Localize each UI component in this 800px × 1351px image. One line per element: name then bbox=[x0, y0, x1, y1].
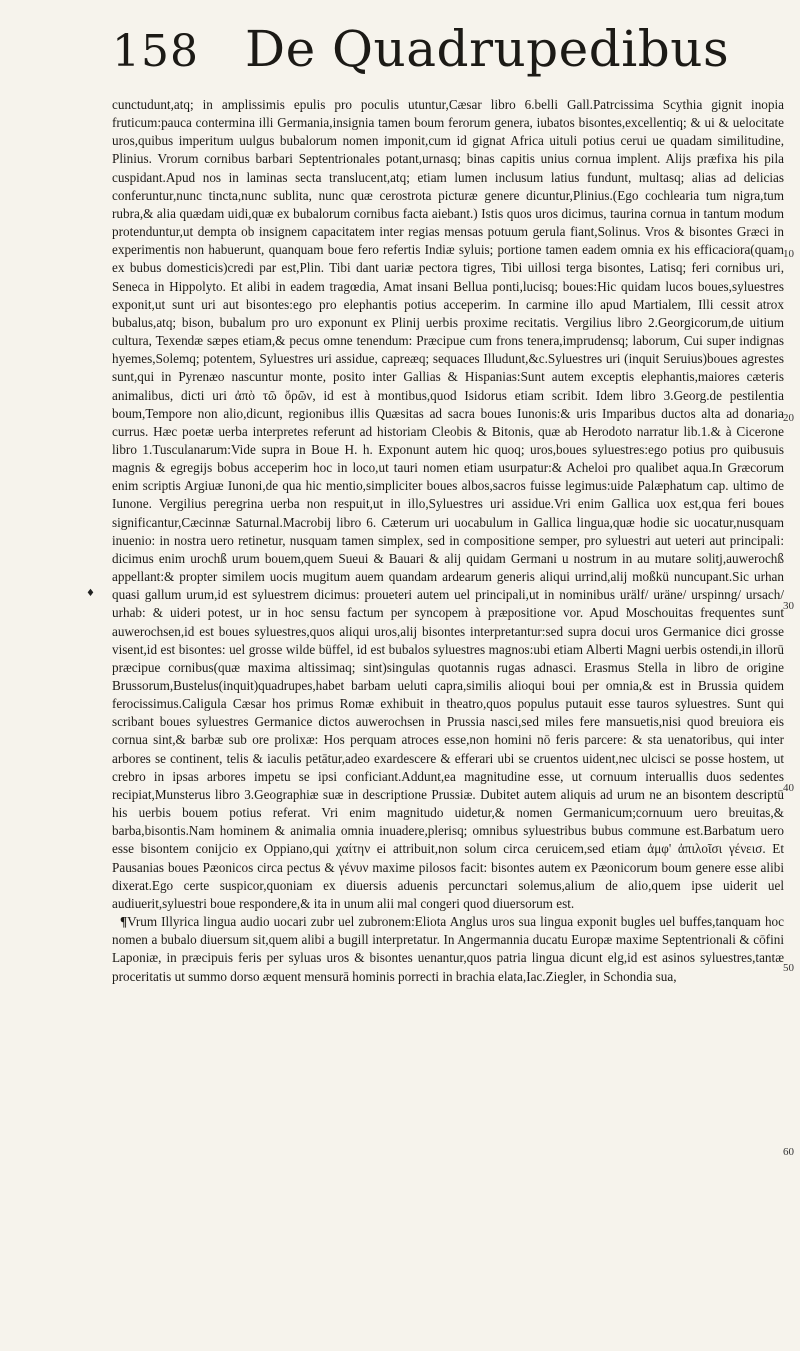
margin-line-number: 60 bbox=[783, 1146, 794, 1158]
pilcrow-mark: ¶ bbox=[120, 914, 128, 930]
margin-line-number: 40 bbox=[783, 782, 794, 794]
margin-line-number: 30 bbox=[783, 600, 794, 612]
page-header bbox=[112, 20, 784, 92]
margin-line-number: 10 bbox=[783, 248, 794, 260]
running-title: De Quadrupedibus bbox=[244, 20, 730, 78]
paragraph-2 bbox=[112, 913, 784, 986]
gutter-mark: ♦ bbox=[86, 588, 95, 599]
body-text bbox=[112, 96, 784, 986]
paragraph-1: cunctudunt,atq; in amplissimis epulis pro poculis utuntur,Cæsar libro 6.belli Gall.Patrcissima Scythia gignit inopia fruticum:pauca contermina illi Germania,insignia tamen boum ferorum genera, iubatos bisontes,excellentiq; & ui & uelocitate uros,quibus imperitum uulgus bubalorum nomen imponit,cum id gignat Africa uituli potius cerui ue quadam similitudine, Plinius. Vrorum cornibus barbari Septentrionales potant,urnasq; binas capitis unius cornua implent. Alijs præfixa his pila cuspidant.Apud nos in laminas secta translucent,atq; etiam lumen inclusum latius fundunt, multasq; alias ad delicias conferuntur,nunc tincta,nunc sublita, nunc quæ cerostrota picturæ genere dicuntur,Plinius.(Ego cochlearia tum nigra,tum rubra,& alia quædam uidi,quæ ex bubalorum cornibus facta aiebant.) Istis quos uros dicimus, taurina cornua in tantum modum protenduntur,ut dempta ob insignem capacitatem inter regias mensas potuum gerula fiant,Solinus. Vros & bisontes Græci in experimentis non habuerunt, quanquam boue fero refertis Indiæ syluis; portione tamen eadem omnia ex his efficaciora(quam ex bubus domesticis)credi par est,Plin. Tibi dant uariæ pectora tigres, Tibi uillosi terga bisontes, Latisq; feri cornibus uri, Seneca in Hippolyto. Et alibi in eadem tragœdia, Amat insani Bellua ponti,lucisq; boues:Hic quidam lucos boues,syluestres exponit,ut sunt uri aut bisontes:ego pro elephantis potius acceperim. In carmine illo apud Martialem, Illi cessit atrox bubalus,atq; bison, bubalum pro uro exponunt ex Plinij uerbis proxime recitatis. Vergilius libro 2.Georgicorum,de uitium cultura, Texendæ sæpes etiam,& pecus omne tenendum: Præcipue cum frons tenera,imprudensq; laborum, Cui super indignas hyemes,Solemq; potentem, Syluestres uri assidue, capreæq; sequaces Illudunt,&c.Syluestres uri (inquit Seruius)boues agrestes sunt,qui in Pyrenæo nascuntur monte, posito inter Gallias & Hispanias:Sunt autem exceptis elephantis,maiores cæteris animalibus, dicti uri ἀπὸ τῶ ὄρῶν, id est à montibus,quod Isidorus etiam scribit. Idem libro 3.Georg.de pestilentia boum,Tempore non alio,dicunt, regionibus illis Quæsitas ad sacra boues Iunonis:& uris Imparibus ductos alta ad donaria currus. Hæc poetæ uerba interpretes referunt ad historiam Cleobis & Bitonis, quæ ab Herodoto narratur lib.1.& à Cicerone libro 1.Tusculanarum:Vide supra in Boue H. h. Exponunt autem hic quoq; uros,boues syluestres:ego potius pro quibusuis magnis & egregijs bobus acceperim hoc in loco,ut tauri nomen etiam usurpatur:& Acheloi pro qualibet aqua.In Græcorum enim scriptis Argiuæ Iunoni,de qua hic mentio,simpliciter boues albos,sacros fuisse legimus:uide Palæphatum cap. ultimo de Iunone. Vergilius peregrina uerba non respuit,ut in illo,Syluestres uri assidue.Vri enim Gallica uox est,qua feri boues significantur,Cæcinnæ Saturnal.Macrobij libro 6. Cæterum uri uocabulum in Gallica lingua,quæ hodie sic uocatur,nusquam inuenio: in nostra uero retinetur, nusquam tamen simplex, sed in compositione semper, pro syluestri aut ueteri aut principali: dicimus enim urochß urum bouem,quem Sueui & Bauari & alij quidam Germani u nostrum in au mutare solitj,auwerochß appellant:& propter similem uocis mugitum auem quandam ardearum generis aliqui urrind,alij moßkü nuncupant.Sic urhan quasi gallum urum,id est syluestrem dicimus: proueteri autem uel principali,ut in nominibus urälf/ uräne/ urspinng/ ursach/ urhab: & uideri potest, ur in hoc sensu factum per syncopem à præpositione vor. Apud Moschouitas frequentes sunt auwerochsen,id est boues syluestres,quos aliqui uros,alij bisontes interpretantur:sed supra docui uros Germanice dici grosse visent,id est bisontes: uel grosse wilde büffel, id est bubalos syluestres magnos:ubi etiam Alberti Magni uerbis ostendi,in illorū præcipue cornibus(quæ maxima altissimaq; sint)singulas quotannis rugas adnasci. Erasmus Stella in libro de origine Brussorum,Bustelus(inquit)quadrupes,habet barbam ueluti capra,similis alioqui boui per omnia,& est in Brussia quidem ferocissimus.Caligula Cæsar hos primus Romæ exhibuit in theatro,quos populus putauit esse tauros syluestres. Sunt qui scribant boues syluestres Germanice dictos auwerochsen in Prussia nasci,sed miles fere mansuetis,nisi quod breuiora eis cornua sint,& barbæ sub ore prolixæ: Hos perquam atroces esse,non homini nō feris parcere: & sta uenatoribus, qui inter arbores se continent, telis & iaculis petātur,adeo exardescere & efferari ubi se cruentos uident,nec ulcisci se posse hostem, ut crebro in ipsas arbores impetu se ipsi conficiant.Addunt,ea magnitudine esse, ut cornuum interuallis duos sedentes recipiat,Munsterus libro 3.Geographiæ suæ in descriptione Prussiæ. Dubitet autem aliquis ad urum ne an bisontem descriptū his uerbis bouem potius referat. Vri enim magnitudo uidetur,& nomen Germanicum;cornuum uero breuitas,& barba,bisontis.Nam hominem & animalia omnia inuadere,plerisq; omnibus syluestribus bubus commune est.Barbatum uero esse bisontem conijcio ex Oppiano,qui χαίτην ei attribuit,non solum circa ceruicem,sed etiam ἀμφ' ἀπιλοῖσι γένεισ. Et Pausanias boues Pæonicos circa pectus & γένυν maxime pilosos facit: bisontes autem ex Pæonicorum boum genere esse alibi dixerat.Ego certe suspicor,quoniam ex diuersis aduenis percunctari solemus,alium de alio,quem ipse uiderit uel audiuerit,syluestri boue respondere,& ita in unum alii mal congeri quod diuersorum est. bbox=[112, 97, 784, 911]
margin-line-number: 50 bbox=[783, 962, 794, 974]
page-number: 158 bbox=[112, 26, 199, 77]
paragraph-2-text: Vrum Illyrica lingua audio uocari zubr uel zubronem:Eliota Anglus uros sua lingua exponit bugles uel buffes,tanquam hoc nomen a bubalo diuersum sit,quem alibi a bugill interpretatur. In Angermannia ducatu Europæ maxime Septentrionali & cōfini Laponiæ, in præcipuis feris per syluas uros & bisontes uenantur,quos patria lingua dicunt elg,id est asinos syluestres,tantæ proceritatis ut summo dorso æquent mensurā hominis porrecti in brachia elata,Iac.Ziegler, in Schondia sua, bbox=[112, 914, 784, 984]
margin-line-number: 20 bbox=[783, 412, 794, 424]
